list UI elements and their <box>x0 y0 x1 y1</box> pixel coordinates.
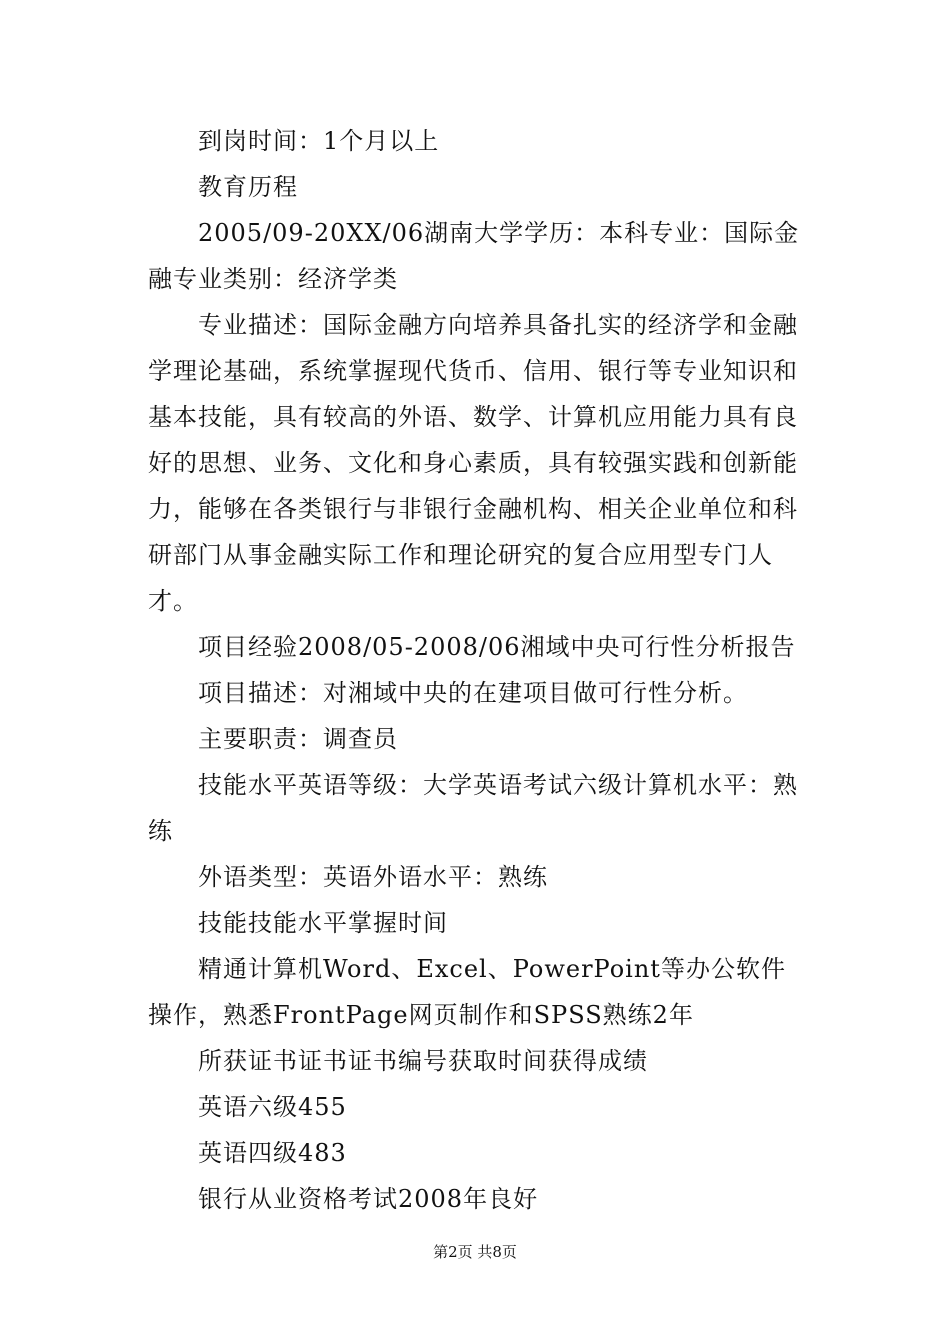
paragraph-education-entry: 2005/09-20XX/06湖南大学学历：本科专业：国际金融专业类别：经济学类 <box>148 219 800 293</box>
paragraph-education-heading: 教育历程 <box>198 173 298 201</box>
paragraph-computer-skills: 精通计算机Word、Excel、PowerPoint等办公软件操作，熟悉FrontPage网页制作和SPSS熟练2年 <box>148 955 786 1029</box>
paragraph-bank-qualification: 银行从业资格考试2008年良好 <box>198 1185 539 1213</box>
paragraph-foreign-language: 外语类型：英语外语水平：熟练 <box>198 863 548 891</box>
paragraph-skills-heading: 技能技能水平掌握时间 <box>198 909 448 937</box>
paragraph-project-description: 项目描述：对湘域中央的在建项目做可行性分析。 <box>198 679 748 707</box>
paragraph-start-date: 到岗时间：1个月以上 <box>198 127 440 155</box>
paragraph-cet4: 英语四级483 <box>198 1139 347 1167</box>
document-body <box>148 118 810 1222</box>
paragraph-main-duties: 主要职责：调查员 <box>198 725 398 753</box>
paragraph-certificates-heading: 所获证书证书证书编号获取时间获得成绩 <box>198 1047 648 1075</box>
paragraph-skill-level: 技能水平英语等级：大学英语考试六级计算机水平：熟练 <box>148 771 798 845</box>
paragraph-project-experience: 项目经验2008/05-2008/06湘域中央可行性分析报告 <box>198 633 796 661</box>
paragraph-cet6: 英语六级455 <box>198 1093 347 1121</box>
page-number-footer: 第2页 共8页 <box>433 1243 517 1261</box>
paragraph-major-description: 专业描述：国际金融方向培养具备扎实的经济学和金融学理论基础，系统掌握现代货币、信用、银行等专业知识和基本技能，具有较高的外语、数学、计算机应用能力具有良好的思想、业务、文化和身心素质，具有较强实践和创新能力，能够在各类银行与非银行金融机构、相关企业单位和科研部门从事金融实际工作和理论研究的复合应用型专门人才。 <box>148 311 798 615</box>
